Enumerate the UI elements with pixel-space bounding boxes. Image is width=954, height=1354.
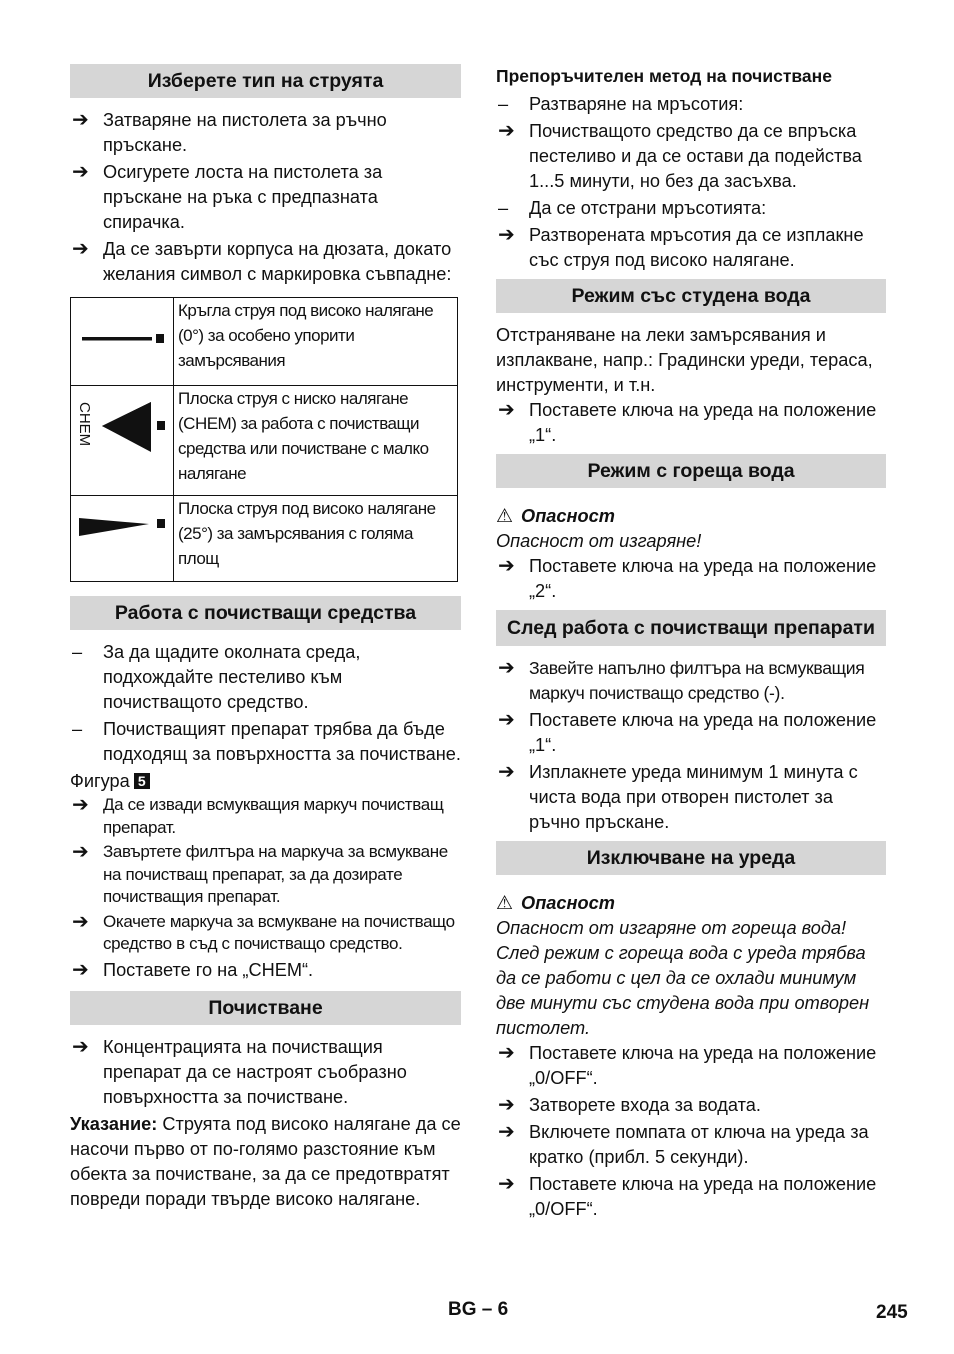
method-text: Разтворената мръсотия да се изплакне със струя под високо налягане. xyxy=(529,225,864,270)
step-text: Да се завърти корпуса на дюзата, докато желания символ с маркировка съвпадне: xyxy=(103,239,452,284)
step-item xyxy=(496,708,886,758)
arrow-icon: ➔ xyxy=(498,224,515,246)
step-text: Включете помпата от ключа на уреда за кратко (прибл. 5 секунди). xyxy=(529,1122,869,1167)
chem-jet-icon xyxy=(71,386,173,488)
step-text: Завъртете филтъра на маркуча за всмукване на почистващ препарат, за да дозирате почистващия препарат. xyxy=(103,842,448,906)
step-item xyxy=(70,1035,461,1110)
heading-cold-water: Режим със студена вода xyxy=(496,279,886,313)
dash-marker: – xyxy=(72,719,83,739)
dash-item xyxy=(496,196,886,221)
step-item xyxy=(70,108,461,158)
step-item xyxy=(496,1120,886,1170)
arrow-icon: ➔ xyxy=(498,1173,515,1195)
round-jet-icon xyxy=(71,298,173,378)
step-text: Поставете ключа на уреда на положение „1“. xyxy=(529,710,877,755)
arrow-icon: ➔ xyxy=(498,1042,515,1064)
jet-symbol-cell xyxy=(71,386,174,496)
jet-description: Кръгла струя под високо налягане (0°) за особено упорити замърсявания xyxy=(174,298,458,386)
jet-symbol-cell xyxy=(71,496,174,582)
jet-description: Плоска струя с ниско налягане (CHEM) за работа с почистващи средства или почистване с малко налягане xyxy=(174,386,458,496)
arrow-icon: ➔ xyxy=(498,555,515,577)
step-text: Поставете ключа на уреда на положение „1“. xyxy=(529,400,877,445)
step-text: Поставете ключа на уреда на положение „0/OFF“. xyxy=(529,1174,877,1219)
dash-item xyxy=(70,640,461,715)
heading-switch-off: Изключване на уреда xyxy=(496,841,886,875)
jet-type-table xyxy=(70,297,458,582)
arrow-icon: ➔ xyxy=(498,1121,515,1143)
arrow-icon: ➔ xyxy=(498,657,515,679)
step-text: Изплакнете уреда минимум 1 минута с чиста вода при отворен пистолет за ръчно пръскане. xyxy=(529,762,858,832)
step-item xyxy=(496,1041,886,1091)
warning-icon: ⚠ xyxy=(496,893,514,914)
method-text: Разтваряне на мръсотия: xyxy=(529,94,744,114)
step-item xyxy=(496,398,886,448)
danger-text: Опасност от изгаряне от гореща вода! След режим с гореща вода с уреда трябва да се работи с цел да се охлади минимум две минути със студена вода при отворен пистолет. xyxy=(496,918,870,1038)
jet-symbol-cell xyxy=(71,298,174,386)
step-item xyxy=(496,656,886,706)
cold-text: Отстраняване на леки замърсявания и изплакване, напр.: Градински уреди, тераса, инструменти, и т.н. xyxy=(496,325,873,395)
step-item xyxy=(70,841,461,909)
step-text: Осигурете лоста на пистолета за пръскане на ръка с предпазната спирачка. xyxy=(103,162,383,232)
arrow-icon: ➔ xyxy=(72,910,89,933)
dash-marker: – xyxy=(72,642,83,662)
arrow-icon: ➔ xyxy=(498,399,515,421)
figure-ref xyxy=(70,769,461,794)
step-item xyxy=(496,760,886,835)
heading-cleaning: Почистване xyxy=(70,991,461,1025)
left-column xyxy=(70,64,461,1212)
step-text: Поставете го на „CHEM“. xyxy=(103,959,314,980)
dash-text: Почистващият препарат трябва да бъде подходящ за повърхността за почистване. xyxy=(103,719,461,764)
arrow-icon: ➔ xyxy=(72,1035,89,1058)
arrow-icon: ➔ xyxy=(72,161,89,183)
danger-text: Опасност от изгаряне! xyxy=(496,531,702,551)
flat-jet-icon xyxy=(71,496,173,574)
step-item xyxy=(496,554,886,604)
danger-title xyxy=(496,891,886,916)
heading-jet-type: Изберете тип на струята xyxy=(70,64,461,98)
note-text: Струята под високо налягане да се насочи първо от по-голямо разстояние към обекта за почистване, за да се предотвратят повреди поради твърде високо налягане. xyxy=(70,1113,461,1209)
arrow-icon: ➔ xyxy=(498,761,515,783)
figure-label: Фигура xyxy=(70,771,130,791)
step-text: Завейте напълно филтъра на всмукващия маркуч почистващо средство (-). xyxy=(529,658,865,703)
step-text: Затворете входа за водата. xyxy=(529,1095,761,1115)
warning-icon: ⚠ xyxy=(496,506,514,527)
arrow-icon: ➔ xyxy=(498,709,515,731)
danger-label: Опасност xyxy=(521,506,615,526)
step-item xyxy=(496,223,886,273)
arrow-icon: ➔ xyxy=(498,120,515,142)
step-item xyxy=(70,794,461,839)
dash-item xyxy=(496,92,886,117)
step-item xyxy=(70,237,461,287)
arrow-icon: ➔ xyxy=(72,109,89,131)
table-row xyxy=(71,386,458,496)
step-item xyxy=(496,119,886,194)
arrow-icon: ➔ xyxy=(72,238,89,260)
method-text: Почистващото средство да се впръска пестеливо и да се остави да подейства 1...5 минути, но без да засъхва. xyxy=(529,121,862,191)
page-number: 245 xyxy=(876,1302,908,1323)
step-item xyxy=(70,911,461,956)
jet-description: Плоска струя под високо налягане (25°) за замърсявания с голяма площ xyxy=(174,496,458,582)
step-text: Поставете ключа на уреда на положение „2“. xyxy=(529,556,877,601)
method-text: Да се отстрани мръсотията: xyxy=(529,198,767,218)
step-text: Затваряне на пистолета за ръчно пръскане. xyxy=(103,110,387,155)
arrow-icon: ➔ xyxy=(72,958,89,981)
heading-hot-water: Режим с гореща вода xyxy=(496,454,886,488)
step-item xyxy=(70,958,461,983)
dash-marker: – xyxy=(498,198,509,218)
heading-after-cleaning-agents: След работа с почистващи препарати xyxy=(496,610,886,646)
danger-label: Опасност xyxy=(521,893,615,913)
dash-marker: – xyxy=(498,94,509,114)
step-item xyxy=(496,1093,886,1118)
heading-cleaning-agents: Работа с почистващи средства xyxy=(70,596,461,630)
figure-number: 5 xyxy=(134,773,150,789)
dash-item xyxy=(70,717,461,767)
right-column xyxy=(496,64,886,1224)
arrow-icon: ➔ xyxy=(72,841,89,863)
chem-label: CHEM xyxy=(76,402,93,447)
dash-text: За да щадите околната среда, подхождайте пестеливо към почистващото средство. xyxy=(103,642,361,712)
note-paragraph xyxy=(70,1112,461,1212)
note-label: Указание: xyxy=(70,1113,158,1134)
table-row xyxy=(71,496,458,582)
method-title: Препоръчителен метод на почистване xyxy=(496,66,832,86)
step-text: Концентрацията на почистващия препарат да се настроят съобразно повърхността за почистване. xyxy=(103,1036,407,1107)
footer-section: BG – 6 xyxy=(448,1299,509,1320)
step-text: Окачете маркуча за всмукване на почистващо средство в съд с почистващо средство. xyxy=(103,911,455,953)
arrow-icon: ➔ xyxy=(72,794,89,816)
step-text: Поставете ключа на уреда на положение „0/OFF“. xyxy=(529,1043,877,1088)
step-item xyxy=(70,160,461,235)
table-row xyxy=(71,298,458,386)
danger-title xyxy=(496,504,886,529)
arrow-icon: ➔ xyxy=(498,1094,515,1116)
step-text: Да се извади всмукващия маркуч почистващ препарат. xyxy=(103,795,444,837)
step-item xyxy=(496,1172,886,1222)
